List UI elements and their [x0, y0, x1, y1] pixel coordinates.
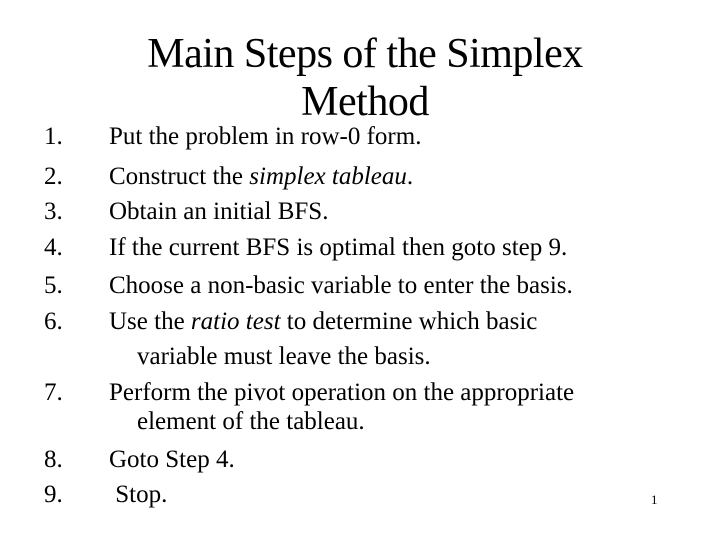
step-continuation: variable must leave the basis.	[137, 343, 431, 370]
step-text: Perform the pivot operation on the appropriate	[109, 379, 575, 406]
slide-title: Main Steps of the Simplex Method	[147, 31, 583, 125]
step-text: Goto Step 4.	[109, 446, 235, 473]
step-text: If the current BFS is optimal then goto step 9.	[109, 234, 568, 261]
step-number: 2.	[44, 163, 63, 190]
page-number: 1	[651, 492, 658, 507]
step-text: Use the ratio test to determine which basic	[109, 308, 538, 335]
step-number: 9.	[44, 481, 63, 508]
step-number: 6.	[44, 308, 63, 335]
step-number: 3.	[44, 198, 63, 225]
emphasis-text: ratio test	[190, 308, 281, 335]
step-continuation: element of the tableau.	[137, 408, 365, 435]
step-text: Construct the simplex tableau.	[109, 163, 414, 190]
step-number: 5.	[44, 272, 63, 299]
emphasis-text: simplex tableau	[249, 163, 407, 190]
step-number: 4.	[44, 234, 63, 261]
step-text: Choose a non-basic variable to enter the basis.	[109, 272, 573, 299]
step-text: Stop.	[109, 481, 168, 508]
step-text: Obtain an initial BFS.	[109, 198, 329, 225]
step-number: 1.	[44, 123, 63, 150]
step-number: 7.	[44, 379, 63, 406]
step-text: Put the problem in row-0 form.	[109, 123, 422, 150]
step-number: 8.	[44, 446, 63, 473]
